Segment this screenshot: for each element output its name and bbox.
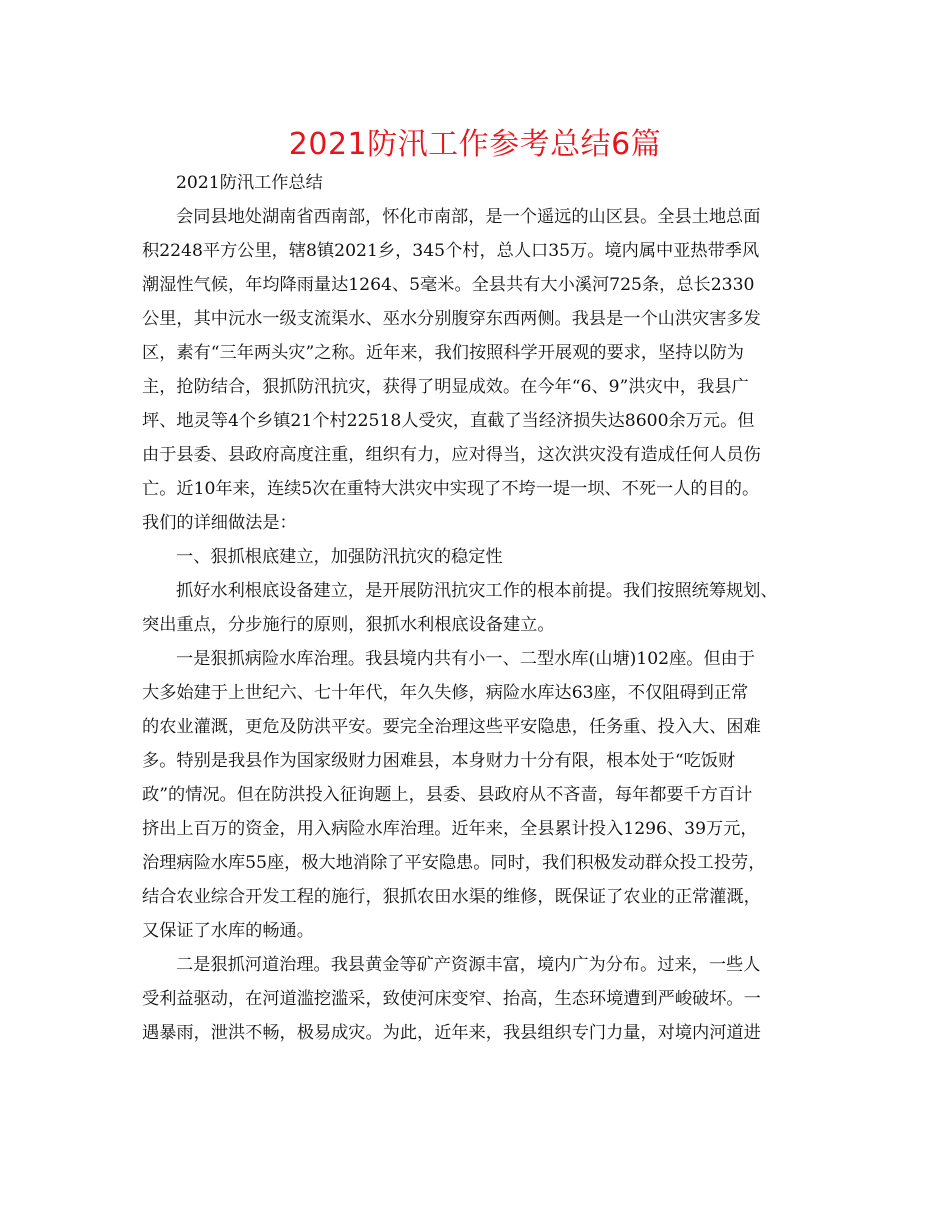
paragraph-line: 亡。近10年来，连续5次在重特大洪灾中实现了不垮一堤一坝、不死一人的目的。: [142, 479, 760, 499]
document-title: 2021防汛工作参考总结6篇: [288, 127, 662, 162]
paragraph-line: 政”的情况。但在防洪投入征询题上，县委、县政府从不吝啬，每年都要千方百计: [142, 785, 753, 805]
paragraph-line: 的农业灌溉，更危及防洪平安。要完全治理这些平安隐患，任务重、投入大、困难: [142, 717, 761, 737]
paragraph-line: 结合农业综合开发工程的施行，狠抓农田水渠的维修，既保证了农业的正常灌溉，: [142, 887, 761, 907]
section-heading: 一、狠抓根底建立，加强防汛抗灾的稳定性: [176, 547, 503, 567]
paragraph-line: 由于县委、县政府高度注重，组织有力，应对得当，这次洪灾没有造成任何人员伤: [142, 445, 761, 465]
paragraph-line: 治理病险水库55座，极大地消除了平安隐患。同时，我们积极发动群众投工投劳，: [142, 853, 766, 873]
paragraph-line: 遇暴雨，泄洪不畅，极易成灾。为此，近年来，我县组织专门力量，对境内河道进: [142, 1023, 761, 1043]
paragraph-line: 公里，其中沅水一级支流渠水、巫水分别腹穿东西两侧。我县是一个山洪灾害多发: [142, 309, 761, 329]
paragraph-line: 一是狠抓病险水库治理。我县境内共有小一、二型水库(山塘)102座。但由于: [176, 649, 756, 669]
paragraph-line: 我们的详细做法是：: [142, 513, 297, 533]
paragraph-line: 主，抢防结合，狠抓防汛抗灾，获得了明显成效。在今年“6、9”洪灾中，我县广: [142, 377, 749, 397]
paragraph-line: 区，素有“三年两头灾”之称。近年来，我们按照科学开展观的要求，坚持以防为: [142, 343, 744, 363]
paragraph-line: 受利益驱动，在河道滥挖滥采，致使河床变窄、抬高，生态环境遭到严峻破坏。一: [142, 989, 761, 1009]
paragraph-line: 坪、地灵等4个乡镇21个村22518人受灾，直截了当经济损失达8600余万元。但: [142, 411, 755, 431]
paragraph-line: 会同县地处湖南省西南部，怀化市南部，是一个遥远的山区县。全县土地总面: [176, 207, 761, 227]
paragraph-line: 积2248平方公里，辖8镇2021乡，345个村，总人口35万。境内属中亚热带季风: [142, 241, 760, 261]
paragraph-line: 多。特别是我县作为国家级财力困难县，本身财力十分有限，根本处于“吃饭财: [142, 751, 736, 771]
paragraph-line: 又保证了水库的畅通。: [142, 921, 314, 941]
paragraph-line: 二是狠抓河道治理。我县黄金等矿产资源丰富，境内广为分布。过来，一些人: [176, 955, 761, 975]
paragraph-line: 抓好水利根底设备建立，是开展防汛抗灾工作的根本前提。我们按照统筹规划、: [176, 581, 778, 601]
paragraph-line: 挤出上百万的资金，用入病险水库治理。近年来，全县累计投入1296、39万元，: [142, 819, 758, 839]
paragraph-line: 突出重点，分步施行的原则，狠抓水利根底设备建立。: [142, 615, 555, 635]
paragraph-line: 大多始建于上世纪六、七十年代，年久失修，病险水库达63座，不仅阻碍到正常: [142, 683, 749, 703]
doc-subtitle: 2021防汛工作总结: [176, 173, 323, 193]
paragraph-line: 潮湿性气候，年均降雨量达1264、5毫米。全县共有大小溪河725条，总长2330: [142, 275, 755, 295]
